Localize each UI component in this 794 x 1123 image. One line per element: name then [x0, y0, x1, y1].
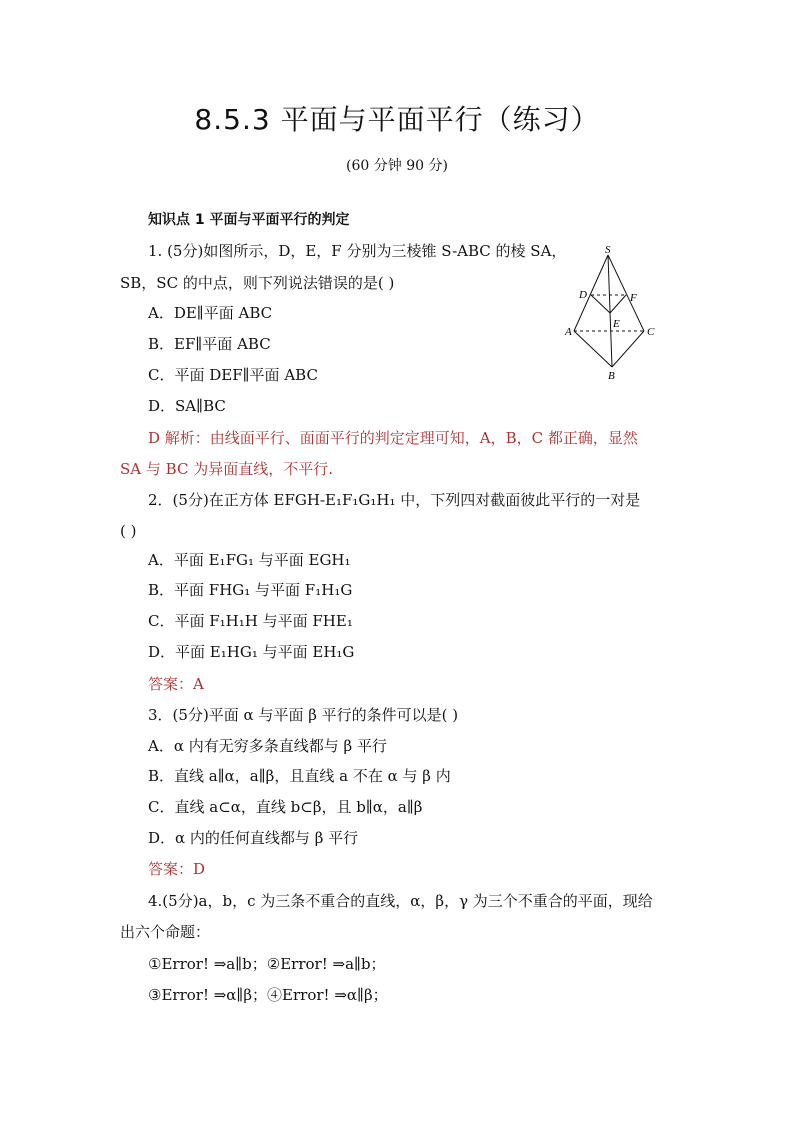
q1-analysis-line1: D 解析：由线面平行、面面平行的判定定理可知，A，B，C 都正确，显然 [148, 429, 638, 447]
q2-option-b: B．平面 FHG₁ 与平面 F₁H₁G [148, 581, 353, 599]
q1-option-a: A．DE∥平面 ABC [148, 304, 273, 322]
label-d: D [579, 289, 587, 301]
q2-line1: 2．(5分)在正方体 EFGH-E₁F₁G₁H₁ 中，下列四对截面彼此平行的一对是 [148, 491, 641, 509]
q3-option-b: B．直线 a∥α，a∥β，且直线 a 不在 α 与 β 内 [148, 767, 451, 785]
label-c: C [647, 326, 655, 338]
q2-answer: 答案：A [148, 675, 204, 693]
q2-line2: ( ) [120, 522, 137, 540]
q1-line2: SB，SC 的中点，则下列说法错误的是( ) [120, 274, 395, 292]
pyramid-figure [556, 243, 666, 383]
q3-answer: 答案：D [148, 860, 206, 878]
q3-line1: 3．(5分)平面 α 与平面 β 平行的条件可以是( ) [148, 706, 459, 724]
q1-option-c: C．平面 DEF∥平面 ABC [148, 366, 318, 384]
q1-option-b: B．EF∥平面 ABC [148, 335, 271, 353]
label-s: S [605, 244, 611, 256]
pyramid-diagram [556, 243, 666, 383]
label-f: F [630, 292, 637, 304]
label-e: E [613, 318, 620, 330]
q3-option-c: C．直线 a⊂α，直线 b⊂β，且 b∥α，a∥β [148, 798, 423, 816]
page-subtitle: (60 分钟 90 分) [346, 158, 448, 174]
q1-analysis-line2: SA 与 BC 为异面直线，不平行. [120, 460, 333, 478]
q1-option-d: D．SA∥BC [148, 397, 226, 415]
q2-option-c: C．平面 F₁H₁H 与平面 FHE₁ [148, 612, 353, 630]
section-heading: 知识点 1 平面与平面平行的判定 [148, 212, 350, 228]
q3-option-a: A．α 内有无穷多条直线都与 β 平行 [148, 737, 387, 755]
page-title: 8.5.3 平面与平面平行（练习） [194, 103, 600, 136]
q3-option-d: D．α 内的任何直线都与 β 平行 [148, 829, 359, 847]
q1-line1: 1. (5分)如图所示，D，E，F 分别为三棱锥 S-ABC 的棱 SA， [148, 242, 567, 260]
q2-option-a: A．平面 E₁FG₁ 与平面 EGH₁ [148, 551, 351, 569]
q2-option-d: D．平面 E₁HG₁ 与平面 EH₁G [148, 643, 355, 661]
q4-line1: 4.(5分)a，b，c 为三条不重合的直线，α，β，γ 为三个不重合的平面，现给 [148, 892, 653, 910]
label-b: B [608, 370, 615, 382]
q4-line3: ①Error! ⇒a∥b；②Error! ⇒a∥b； [148, 955, 386, 973]
q4-line2: 出六个命题： [120, 923, 211, 941]
label-a: A [565, 326, 572, 338]
q4-line4: ③Error! ⇒α∥β；④Error! ⇒α∥β； [148, 986, 388, 1004]
